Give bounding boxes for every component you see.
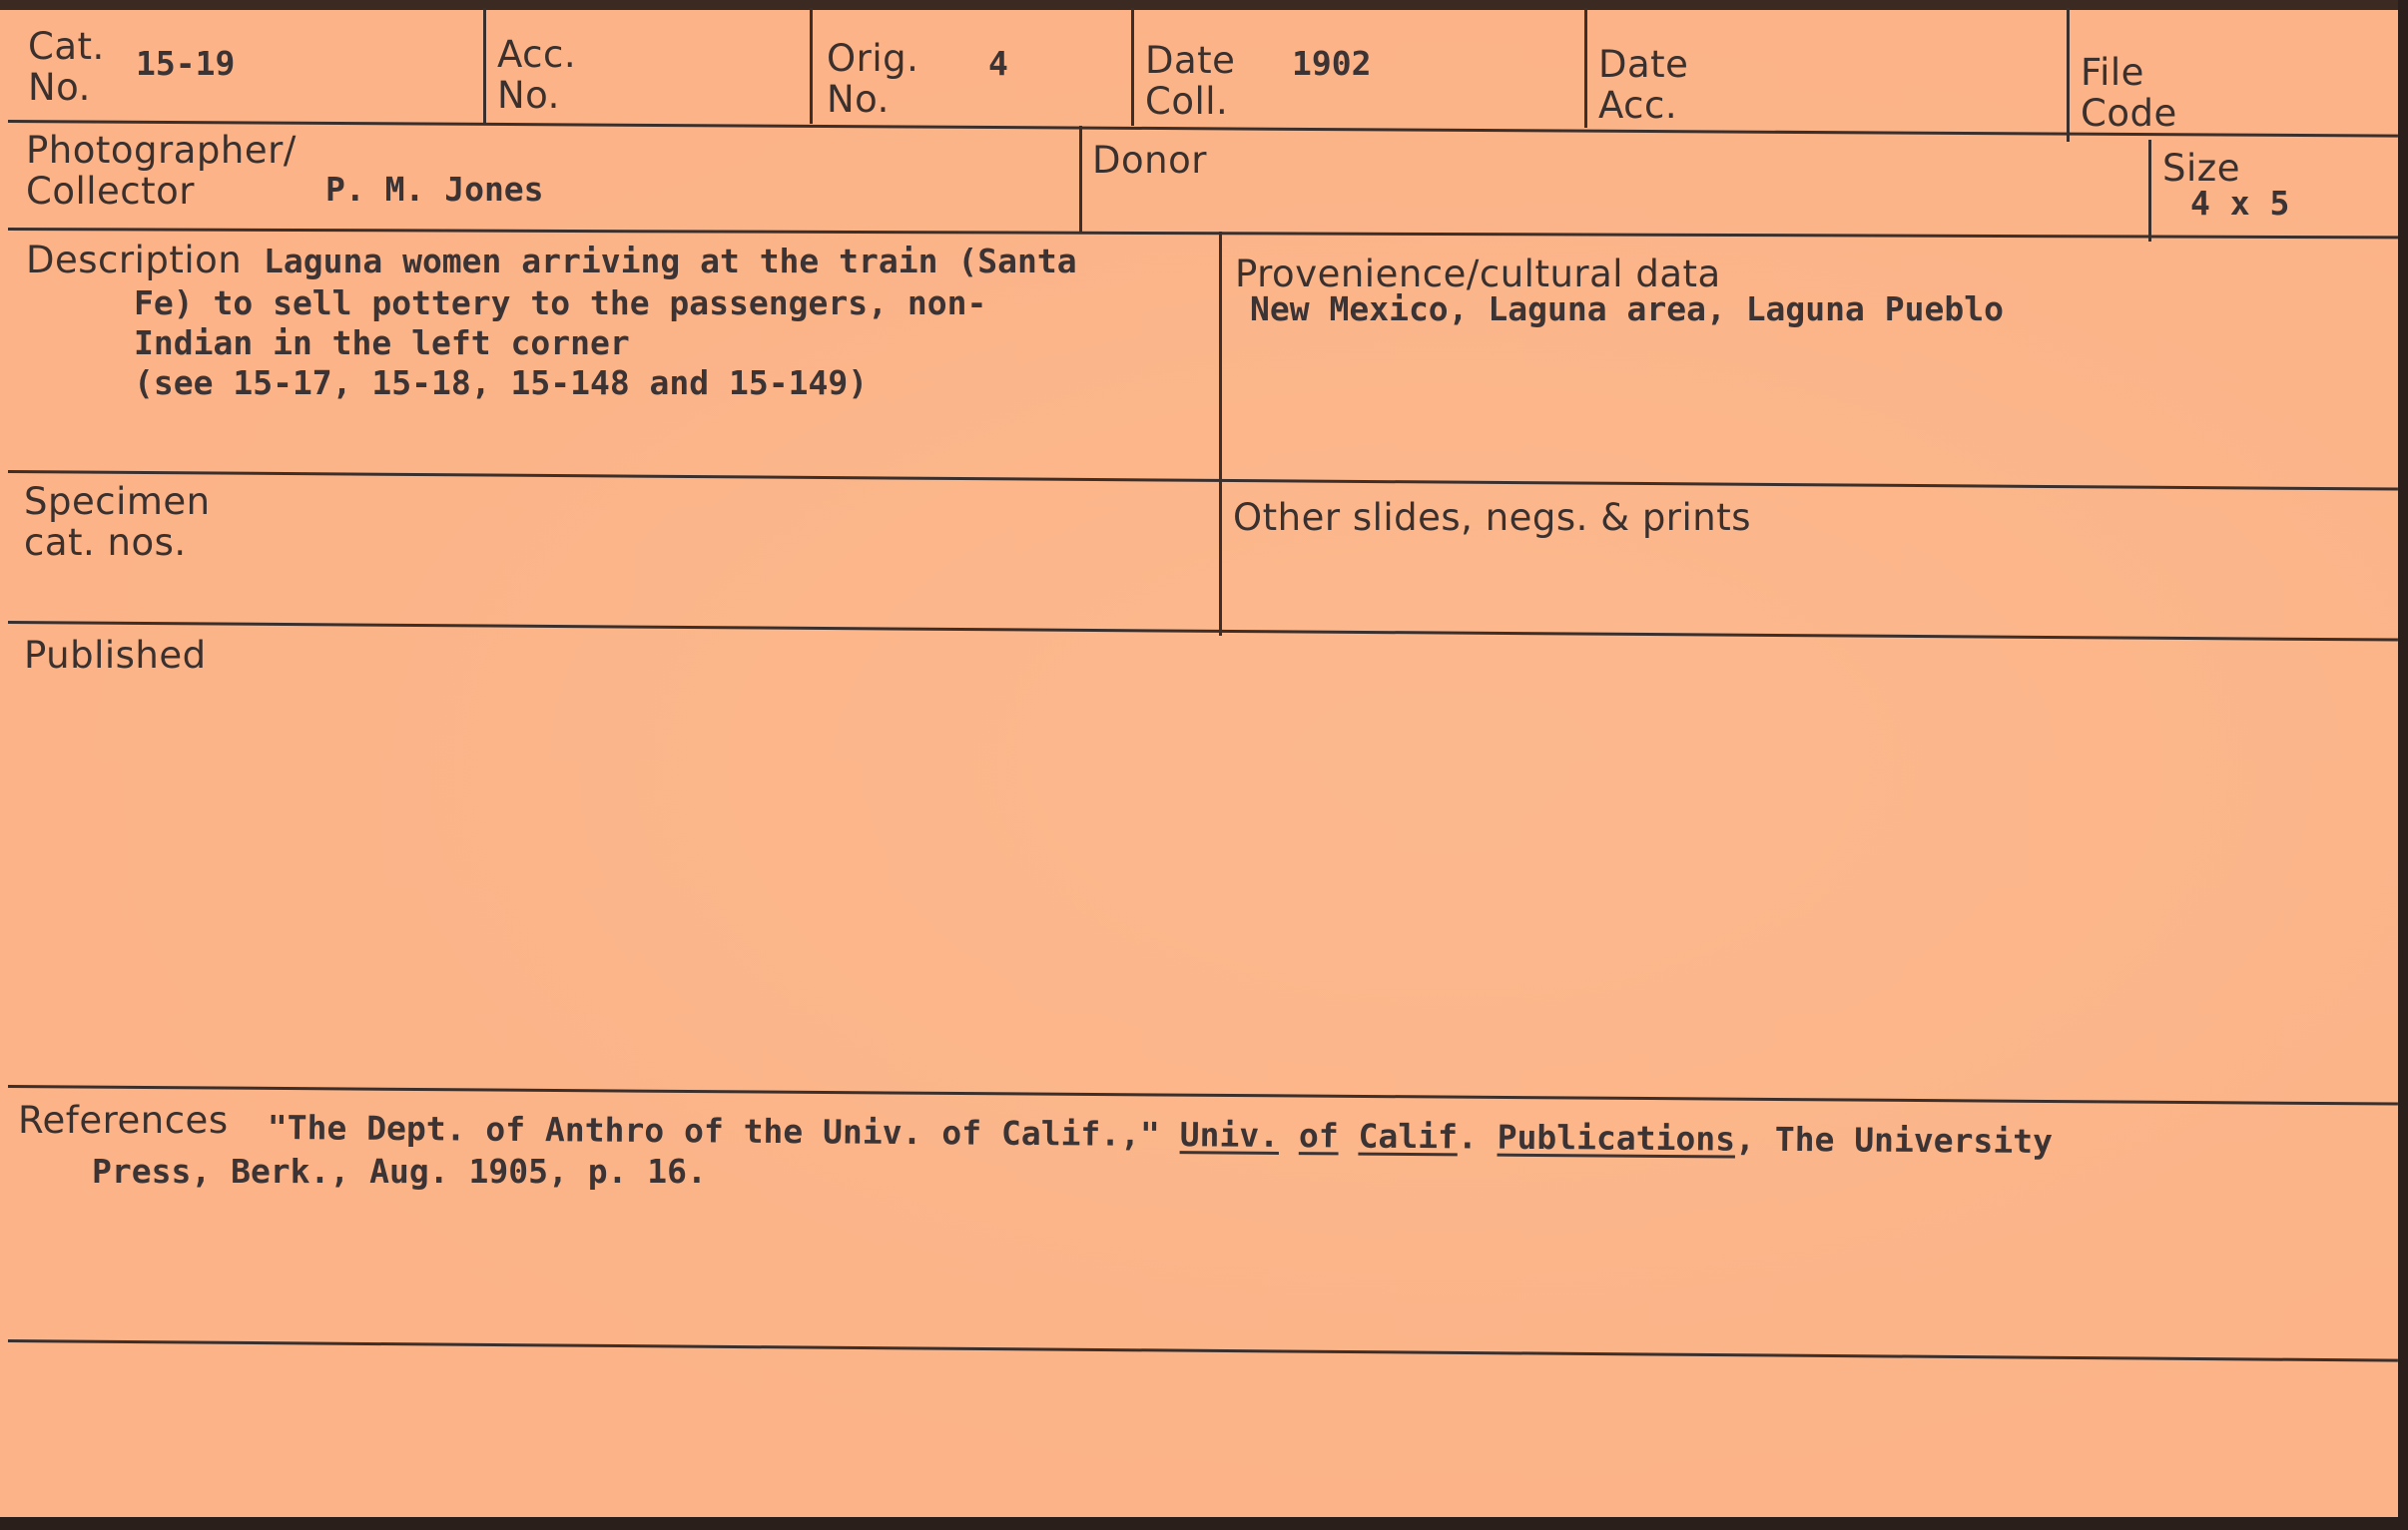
rule-col-orig (810, 8, 813, 124)
size-value: 4 x 5 (2190, 184, 2290, 223)
file-code-label: File Code (2081, 51, 2177, 135)
rule-col-acc (483, 8, 486, 123)
specimen-label: Specimen cat. nos. (24, 480, 211, 564)
cat-no-label: Cat. No. (28, 25, 105, 109)
references-line1: "The Dept. of Anthro of the Univ. of Calif.," Univ. of Calif. Publications, The University (267, 1108, 2054, 1162)
date-acc-label: Date Acc. (1598, 43, 1689, 127)
references-line2: Press, Berk., Aug. 1905, p. 16. (92, 1152, 707, 1191)
rule-col-donor (1079, 126, 1082, 232)
rule-col-middle (1219, 232, 1222, 636)
size-label: Size (2162, 147, 2240, 190)
description-label: Description (26, 239, 243, 281)
rule-col-datecoll (1131, 8, 1134, 126)
donor-label: Donor (1092, 139, 1207, 182)
rule-row6 (8, 1339, 2398, 1362)
photographer-label: Photographer/ Collector (26, 129, 297, 213)
description-line3: Indian in the left corner (134, 323, 630, 362)
rule-col-filecode (2067, 8, 2070, 142)
orig-no-value: 4 (988, 44, 1008, 83)
published-label: Published (24, 634, 207, 677)
description-line4: (see 15-17, 15-18, 15-148 and 15-149) (134, 363, 869, 402)
date-coll-label: Date Coll. (1145, 39, 1236, 123)
acc-no-label: Acc. No. (497, 33, 577, 117)
rule-row4 (8, 621, 2398, 642)
rule-col-size (2148, 140, 2151, 242)
card-top-edge (0, 0, 2408, 10)
photographer-value: P. M. Jones (325, 170, 544, 209)
description-line1: Laguna women arriving at the train (Santa (264, 242, 1077, 280)
cat-no-value: 15-19 (136, 44, 236, 83)
card-right-edge (2398, 0, 2408, 1530)
date-coll-value: 1902 (1292, 44, 1372, 83)
rule-col-dateacc (1584, 8, 1587, 128)
references-label: References (18, 1099, 229, 1142)
provenience-value: New Mexico, Laguna area, Laguna Pueblo (1250, 289, 2004, 328)
card-bottom-edge (0, 1517, 2408, 1530)
rule-row2 (8, 228, 2398, 239)
rule-row3 (8, 470, 2398, 491)
description-line2: Fe) to sell pottery to the passengers, non- (134, 283, 987, 322)
orig-no-label: Orig. No. (827, 37, 919, 121)
provenience-label: Provenience/cultural data (1235, 253, 1721, 295)
rule-row5 (8, 1085, 2398, 1106)
other-slides-label: Other slides, negs. & prints (1233, 496, 1752, 539)
